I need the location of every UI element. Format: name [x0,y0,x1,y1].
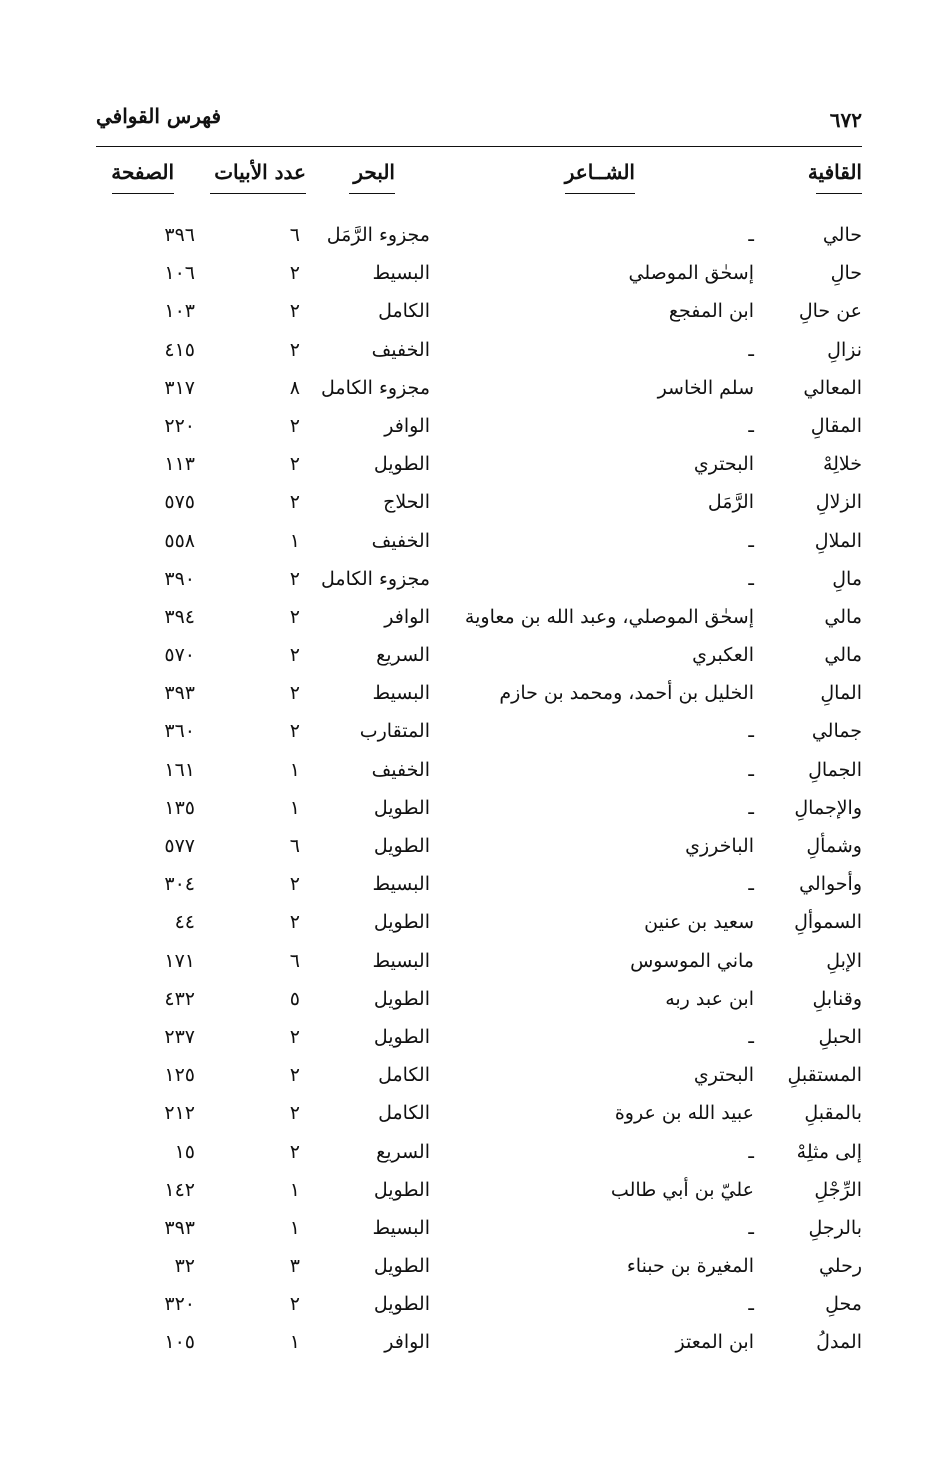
meter-cell: السريع [376,1140,430,1163]
table-row [0,371,950,409]
poet-cell: البحتري [693,1064,754,1087]
rhyme-cell: حالي [822,224,862,246]
table-row [0,714,950,752]
verses-cell: ٥ [289,987,300,1010]
verses-cell: ٢ [289,720,300,743]
meter-cell: الطويل [373,987,430,1010]
verses-cell: ٢ [289,873,300,896]
table-row [0,485,950,523]
table-row [0,791,950,829]
poet-cell: ـ [748,338,754,361]
poet-cell: إسحٰق الموصلي [628,262,754,285]
page-cell: ٣٢ [174,1255,195,1278]
table-row [0,1173,950,1211]
table-row [0,600,950,638]
verses-cell: ٢ [289,644,300,667]
poet-cell: الرَّمَل [707,491,754,514]
verses-cell: ١ [289,1178,300,1201]
column-header-meter-label: البحر [353,160,395,184]
poet-cell: ابن المفجع [668,300,754,323]
column-header-underline [349,193,395,194]
rhyme-cell: عن حالِ [798,300,862,323]
poet-cell: ابن المعتز [675,1331,754,1354]
poet-cell: العكبري [692,644,754,667]
poet-cell: الباخرزي [685,835,754,857]
poet-cell: ابن عبد ربه [665,987,754,1010]
page-cell: ٣٠٤ [164,873,195,896]
meter-cell: السريع [376,644,430,667]
rhyme-cell: الإبلِ [826,949,862,972]
page-cell: ٢١٢ [164,1102,195,1125]
table-row [0,294,950,332]
poet-cell: ـ [748,1140,754,1163]
table-row [0,1020,950,1058]
column-header-underline [565,193,635,194]
rhyme-cell: السموألِ [794,911,862,934]
verses-cell: ١ [289,1331,300,1354]
poet-cell: البحتري [693,453,754,476]
table-row [0,218,950,256]
page-cell: ١٢٥ [164,1064,195,1087]
page-cell: ٣٩٤ [164,605,195,628]
rhyme-cell: الجمالِ [808,758,862,781]
poet-cell: ـ [748,1216,754,1239]
meter-cell: مجزوء الكامل [321,376,430,399]
column-header-meter [353,160,395,184]
meter-cell: الطويل [373,835,430,857]
table-row [0,944,950,982]
page-cell: ٣١٧ [164,376,195,399]
rhyme-cell: الحبلِ [818,1025,862,1048]
verses-cell: ١ [289,1216,300,1239]
page-cell: ٣٢٠ [164,1293,195,1316]
column-header-poet-label: الشــاعر [564,160,635,184]
table-row [0,447,950,485]
rhyme-cell: المقالِ [810,414,862,437]
verses-cell: ١ [289,529,300,552]
meter-cell: البسيط [372,949,430,972]
poet-cell: ـ [748,1025,754,1048]
verses-cell: ٢ [289,1025,300,1048]
running-header [96,100,862,140]
page-cell: ١٠٦ [164,262,195,285]
meter-cell: الخفيف [371,758,430,781]
rhyme-cell: المستقبلِ [787,1064,862,1087]
rhyme-cell: المالِ [820,682,862,705]
verses-cell: ٢ [289,1293,300,1316]
page-cell: ٣٩٣ [164,682,195,705]
page-cell: ١٣٥ [164,796,195,819]
meter-cell: الطويل [373,1293,430,1316]
poet-cell: سعيد بن عنين [644,911,754,934]
column-header-rhyme-label: القافية [807,160,862,184]
verses-cell: ١ [289,758,300,781]
page-cell: ٢٣٧ [164,1025,195,1048]
page-cell: ١٠٥ [164,1331,195,1354]
column-header-rhyme [808,160,862,184]
poet-cell: ـ [748,758,754,781]
page-cell: ٤١٥ [164,338,195,361]
verses-cell: ٢ [289,1064,300,1087]
verses-cell: ٢ [289,605,300,628]
rhyme-cell: مالي [824,605,862,628]
poet-cell: ـ [748,720,754,743]
column-header-underline [816,193,862,194]
meter-cell: الخفيف [371,529,430,552]
poet-cell: عبيد الله بن عروة [614,1102,754,1125]
poet-cell: المغيرة بن حبناء [626,1255,754,1278]
poet-cell: سلم الخاسر [657,376,754,399]
verses-cell: ٦ [289,949,300,972]
page-cell: ٤٣٢ [164,987,195,1010]
meter-cell: الطويل [373,911,430,934]
verses-cell: ٢ [289,1140,300,1163]
page-cell: ١٤٢ [164,1178,195,1201]
meter-cell: الوافر [384,605,430,628]
page-cell: ٥٥٨ [164,529,195,552]
page-cell: ٤٤ [174,911,195,934]
rhyme-cell: حالِ [830,262,862,285]
meter-cell: البسيط [372,682,430,705]
table-row [0,638,950,676]
meter-cell: البسيط [372,873,430,896]
table-row [0,1249,950,1287]
page-cell: ٢٢٠ [164,414,195,437]
meter-cell: الوافر [384,1331,430,1354]
meter-cell: المتقارب [359,720,430,743]
meter-cell: مجزوء الرَّمَل [326,224,430,246]
page-number: ٦٧٢ [829,108,862,132]
table-row [0,829,950,867]
column-header-page-label: الصفحة [111,160,174,184]
verses-cell: ٢ [289,262,300,285]
rhyme-cell: وشمألِ [806,835,862,857]
poet-cell: ـ [748,873,754,896]
rhyme-cell: الزلالِ [815,491,862,514]
rhyme-cell: مالي [824,644,862,667]
verses-cell: ٢ [289,1102,300,1125]
verses-cell: ٢ [289,414,300,437]
rhyme-cell: والإجمالِ [794,796,862,819]
meter-cell: الكامل [378,1102,430,1125]
poet-cell: ـ [748,1293,754,1316]
verses-cell: ٢ [289,491,300,514]
poet-cell: الخليل بن أحمد، ومحمد بن حازم [499,682,754,705]
meter-cell: الكامل [378,300,430,323]
rhyme-cell: وقنابلِ [812,987,862,1010]
meter-cell: الطويل [373,1255,430,1278]
rhyme-cell: الملالِ [814,529,862,552]
table-row [0,1325,950,1363]
page-cell: ١٠٣ [164,300,195,323]
table-row [0,333,950,371]
table-row [0,1211,950,1249]
rhyme-cell: خلالِهْ [822,453,862,476]
page-cell: ٣٩٦ [164,224,195,246]
verses-cell: ٣ [289,1255,300,1278]
column-header-verses [214,160,306,184]
table-row [0,753,950,791]
verses-cell: ٢ [289,300,300,323]
column-header-underline [210,193,306,194]
poet-cell: عليّ بن أبي طالب [610,1178,754,1201]
table-row [0,982,950,1020]
verses-cell: ٢ [289,911,300,934]
meter-cell: البسيط [372,262,430,285]
rhyme-cell: بالرجلِ [808,1216,862,1239]
rhyme-cell: بالمقبلِ [804,1102,862,1125]
poet-cell: ـ [748,529,754,552]
verses-cell: ٦ [289,835,300,857]
header-rule [96,146,862,147]
page-cell: ٥٧٠ [164,644,195,667]
poet-cell: ماني الموسوس [630,949,754,972]
table-row [0,524,950,562]
meter-cell: الطويل [373,1178,430,1201]
meter-cell: الطويل [373,453,430,476]
column-header-page [111,160,174,184]
meter-cell: الوافر [384,414,430,437]
meter-cell: الحلاج [383,491,430,514]
rhyme-cell: محلِ [825,1293,862,1316]
rhyme-cell: المدلُ [816,1331,862,1354]
rhyme-cell: نزالِ [827,338,862,361]
verses-cell: ٢ [289,682,300,705]
page-cell: ٣٩٣ [164,1216,195,1239]
page-cell: ١٧١ [164,949,195,972]
table-row [0,676,950,714]
poet-cell: ـ [748,224,754,246]
table-row [0,1096,950,1134]
rhyme-cell: إلى مثلِهْ [796,1140,862,1163]
column-header-verses-label: عدد الأبيات [214,160,306,184]
table-row [0,905,950,943]
page-cell: ١٦١ [164,758,195,781]
poet-cell: ـ [748,414,754,437]
column-header-underline [112,193,174,194]
verses-cell: ١ [289,796,300,819]
meter-cell: الطويل [373,1025,430,1048]
meter-cell: البسيط [372,1216,430,1239]
rhyme-cell: وأحوالي [799,873,862,896]
table-row [0,867,950,905]
running-title: فهرس القوافي [96,104,222,128]
page-cell: ٥٧٧ [164,835,195,857]
table-row [0,1058,950,1096]
column-header-poet [565,160,635,184]
page-cell: ٣٦٠ [164,720,195,743]
rhyme-cell: جمالي [811,720,862,743]
verses-cell: ٢ [289,453,300,476]
rhyme-cell: رحلي [818,1255,862,1278]
rhyme-cell: الرِّجْلِ [814,1178,862,1201]
page-cell: ١١٣ [164,453,195,476]
verses-cell: ٢ [289,338,300,361]
table-row [0,1135,950,1173]
poet-cell: ـ [748,567,754,590]
meter-cell: مجزوء الكامل [321,567,430,590]
rhyme-cell: مالِ [832,567,862,590]
page-cell: ٣٩٠ [164,567,195,590]
verses-cell: ٢ [289,567,300,590]
meter-cell: الكامل [378,1064,430,1087]
page-cell: ٥٧٥ [164,491,195,514]
meter-cell: الخفيف [371,338,430,361]
table-row [0,409,950,447]
table-row [0,562,950,600]
page-cell: ١٥ [174,1140,195,1163]
index-table-body [0,218,950,1364]
table-row [0,1287,950,1325]
verses-cell: ٦ [289,224,300,246]
rhyme-cell: المعالي [803,376,862,399]
table-row [0,256,950,294]
poet-cell: إسحٰق الموصلي، وعبد الله بن معاوية [464,605,754,628]
verses-cell: ٨ [289,376,300,399]
poet-cell: ـ [748,796,754,819]
meter-cell: الطويل [373,796,430,819]
